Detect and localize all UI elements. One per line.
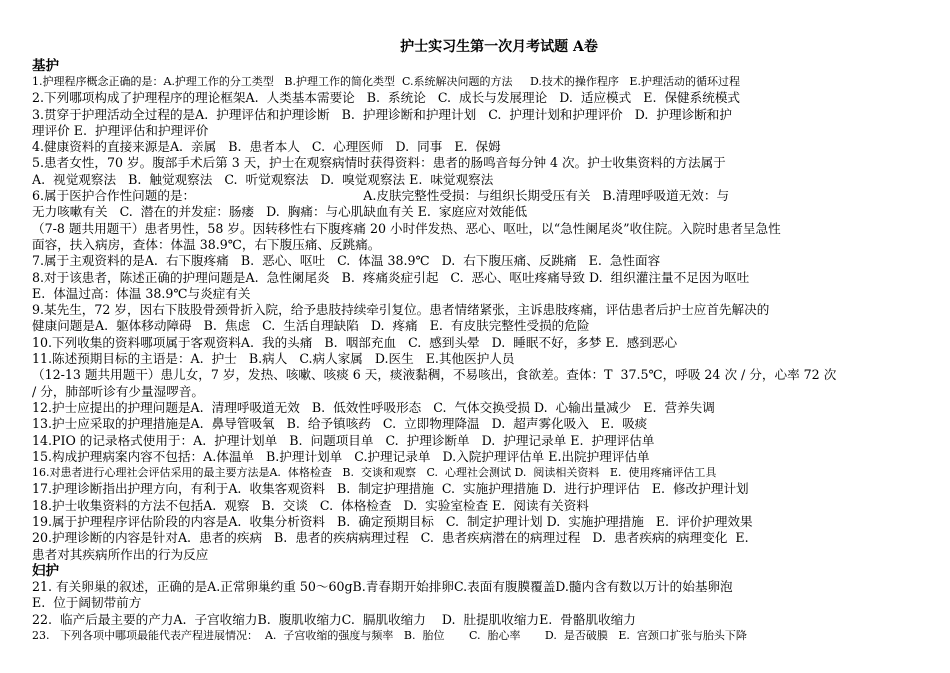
- question-line: 16.对患者进行心理社会评估采用的最主要方法是A. 体格检查 B. 交谈和观察 C. 心理社会测试 D. 阅读相关资料 E. 使用疼痛评估工具: [32, 466, 717, 480]
- section-heading-obstetric-nursing: 妇护: [32, 562, 59, 579]
- question-line: 9.某先生，72 岁，因右下肢股骨颈骨折入院，给予患肢持续牵引复位。患者情绪紧张，主诉患肢疼痛，评估患者后护士应首先解决的: [32, 302, 770, 318]
- question-line: A. 视觉观察法 B. 触觉观察法 C. 听觉观察法 D. 嗅觉观察法 E. 味觉观察法: [32, 171, 494, 187]
- question-line: 面容，扶入病房，查体：体温 38.9℃，右下腹压痛、反跳痛。: [32, 236, 381, 252]
- question-line: 20.护理诊断的内容是针对A. 患者的疾病 B. 患者的疾病病理过程 C. 患者疾病潜在的病理过程 D. 患者疾病的病理变化 E.: [32, 530, 749, 546]
- question-line: 理评价 E. 护理评估和护理评价: [32, 122, 209, 138]
- question-line: 4.健康资料的直接来源是A. 亲属 B. 患者本人 C. 心理医师 D. 同事 E. 保姆: [32, 139, 501, 155]
- question-line: 患者对其疾病所作出的行为反应: [32, 546, 209, 562]
- question-line: 2.下列哪项构成了护理程序的理论框架A. 人类基本需要论 B. 系统论 C. 成长与发展理论 D. 适应模式 E. 保健系统模式: [32, 90, 741, 106]
- question-line: 15.构成护理病案内容不包括：A.体温单 B.护理计划单 C.护理记录单 D.入院护理评估单 E.出院护理评估单: [32, 448, 650, 464]
- question-line: 11.陈述预期目标的主语是：A. 护士 B.病人 C.病人家属 D.医生 E.其他医护人员: [32, 351, 515, 367]
- question-line: 12.护士应提出的护理问题是A. 清理呼吸道无效 B. 低效性呼吸形态 C. 气体交换受损 D. 心输出量减少 E. 营养失调: [32, 399, 715, 415]
- section-heading-basic-nursing: 基护: [32, 58, 59, 74]
- question-line: 18.护士收集资料的方法不包括A. 观察 B. 交谈 C. 体格检查 D. 实验室检查 E. 阅读有关资料: [32, 497, 589, 513]
- question-line: 6.属于医护合作性问题的是： A.皮肤完整性受损：与组织长期受压有关 B.清理呼吸道无效：与: [32, 188, 730, 204]
- question-line: 19.属于护理程序评估阶段的内容是A. 收集分析资料 B. 确定预期目标 C. 制定护理计划 D. 实施护理措施 E. 评价护理效果: [32, 514, 753, 530]
- question-line: E. 位于阔韧带前方: [32, 595, 142, 611]
- question-line: 5.患者女性，70 岁。腹部手术后第 3 天，护士在观察病情时获得资料：患者的肠鸣音每分钟 4 次。护士收集资料的方法属于: [32, 155, 726, 171]
- question-line: 23. 下列各项中哪项最能代表产程进展情况： A. 子宫收缩的强度与频率 B. 胎位 C. 胎心率 D. 是否破膜 E. 宫颈口扩张与胎头下降: [32, 628, 747, 642]
- question-line: 13.护士应采取的护理措施是A. 鼻导管吸氧 B. 给予镇咳药 C. 立即物理降温 D. 超声雾化吸入 E. 吸痰: [32, 416, 648, 432]
- section-obstetric-nursing: [32, 579, 926, 644]
- question-line: （7-8 题共用题干）患者男性，58 岁。因转移性右下腹疼痛 20 小时伴发热、恶心、呕吐，以“急性阑尾炎”收住院。入院时患者呈急性: [32, 220, 781, 236]
- question-line: 21. 有关卵巢的叙述，正确的是A.正常卵巢约重 50～60gB.青春期开始排卵C.表面有腹膜覆盖D.髓内含有数以万计的始基卵泡: [32, 578, 733, 594]
- question-line: 7.属于主观资料的是A. 右下腹疼痛 B. 恶心、呕吐 C. 体温 38.9℃ D. 右下腹压痛、反跳痛 E. 急性面容: [32, 253, 661, 269]
- question-line: E. 体温过高：体温 38.9℃与炎症有关: [32, 285, 251, 301]
- question-line: （12-13 题共用题干）患儿女，7 岁，发热、咳嗽、咳痰 6 天，痰液黏稠，不易咳出，食欲差。查体：T 37.5℃，呼吸 24 次 / 分，心率 72 次: [32, 367, 837, 383]
- section-basic-nursing: [32, 74, 926, 563]
- exam-title: 护士实习生第一次月考试题 A卷: [400, 39, 598, 55]
- question-line: 无力咳嗽有关 C. 潜在的并发症：肠瘘 D. 胸痛：与心肌缺血有关 E. 家庭应对效能低: [32, 204, 528, 220]
- question-line: 10.下列收集的资料哪项属于客观资料A. 我的头痛 B. 咽部充血 C. 感到头晕 D. 睡眠不好，多梦 E. 感到恶心: [32, 334, 678, 350]
- question-line: 健康问题是A. 躯体移动障碍 B. 焦虑 C. 生活自理缺陷 D. 疼痛 E. 有皮肤完整性受损的危险: [32, 318, 590, 334]
- question-line: 8.对于该患者，陈述正确的护理问题是A. 急性阑尾炎 B. 疼痛炎症引起 C. 恶心、呕吐疼痛导致 D. 组织灌注量不足因为呕吐: [32, 269, 750, 285]
- question-line: 14.PIO 的记录格式使用于：A. 护理计划单 B. 问题项目单 C. 护理诊断单 D. 护理记录单 E. 护理评估单: [32, 432, 655, 448]
- question-line: 17.护理诊断指出护理方向，有利于A. 收集客观资料 B. 制定护理措施 C. 实施护理措施 D. 进行护理评估 E. 修改护理计划: [32, 481, 749, 497]
- question-line: 3.贯穿于护理活动全过程的是A. 护理评估和护理诊断 B. 护理诊断和护理计划 C. 护理计划和护理评价 D. 护理诊断和护: [32, 106, 732, 122]
- question-line: 1.护理程序概念正确的是：A.护理工作的分工类型 B.护理工作的简化类型 C.系统解决问题的方法 D.技术的操作程序 E.护理活动的循环过程: [32, 75, 740, 88]
- question-line: 22. 临产后最主要的产力A. 子宫收缩力B. 腹肌收缩力C. 膈肌收缩力 D. 肚提肌收缩力E. 骨骼肌收缩力: [32, 611, 636, 627]
- question-line: / 分，肺部听诊有少量湿啰音。: [32, 383, 204, 399]
